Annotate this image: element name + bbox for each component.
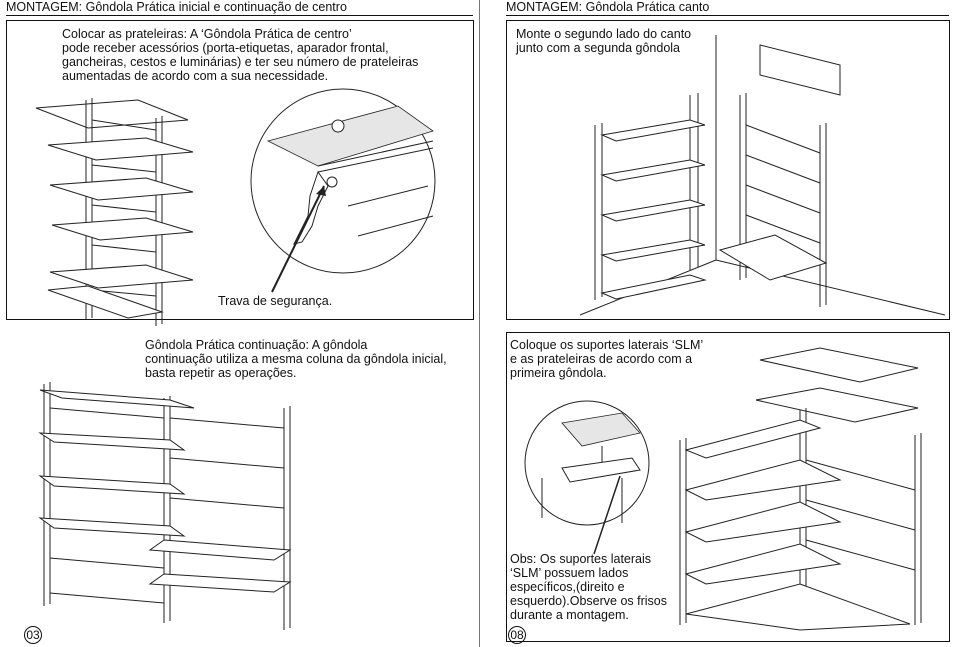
corner-assembly-illustration <box>670 340 935 635</box>
continuation-text: Gôndola Prática continuação: A gôndola continuação utiliza a mesma coluna da gôndola inicial, basta repetir as operações. <box>145 338 447 380</box>
instruction-text: Colocar as prateleiras: A ‘Gôndola Prática de centro’ pode receber acessórios (porta-etiquetas, aparador frontal, gancheiras, cestos e luminárias) e ter seu número de prateleiras aumentadas de acordo com a sua necessidade. <box>62 27 419 83</box>
corner-gondola-illustration <box>580 35 945 315</box>
page-header <box>506 0 949 14</box>
gondola-illustration <box>28 90 208 330</box>
safety-lock-label: Trava de segurança. <box>218 294 333 308</box>
side-support-detail <box>522 398 652 528</box>
header-title: MONTAGEM: Gôndola Prática inicial e continuação de centro <box>6 0 347 14</box>
detail-arrow <box>590 470 630 560</box>
slm-instruction-text: Coloque os suportes laterais ‘SLM’ e as prateleiras de acordo com a primeira gôndola. <box>510 338 704 380</box>
continuation-gondola-illustration <box>34 378 304 636</box>
instruction-text: Monte o segundo lado do canto junto com a segunda gôndola <box>516 27 692 55</box>
header-title: MONTAGEM: Gôndola Prática canto <box>506 0 710 14</box>
page-number: 08 <box>508 626 526 644</box>
obs-note: Obs: Os suportes laterais ‘SLM’ possuem lados específicos,(direito e esquerdo).Observe os frisos durante a montagem. <box>510 552 668 622</box>
right-page <box>480 0 959 647</box>
callout-arrow <box>262 180 332 300</box>
page-number: 03 <box>24 626 42 644</box>
page-header <box>6 0 473 14</box>
left-page <box>0 0 479 647</box>
